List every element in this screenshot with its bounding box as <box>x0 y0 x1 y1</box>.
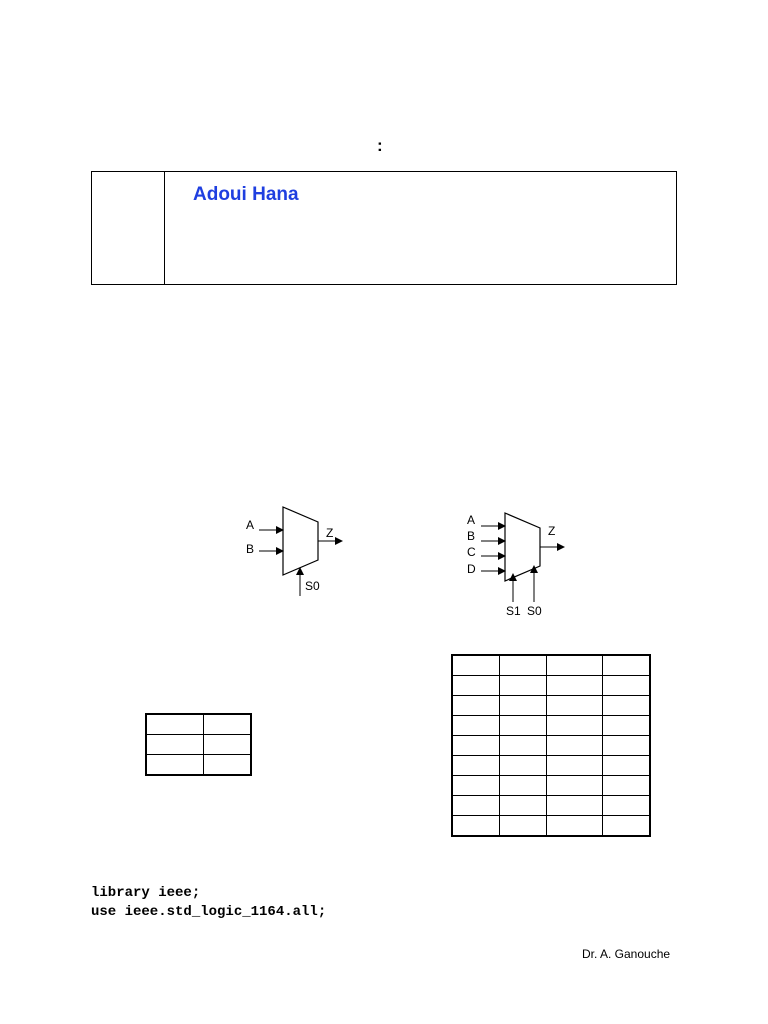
mux2-output: Z <box>326 526 334 540</box>
vhdl-code-block <box>91 884 326 922</box>
mux2-input-a: A <box>246 518 255 532</box>
truth-table-small <box>145 713 252 776</box>
mux4-input-d: D <box>467 562 476 576</box>
truth-table-large <box>451 654 651 837</box>
mux4-select-s1: S1 <box>506 604 521 618</box>
code-line-2: use ieee.std_logic_1164.all; <box>91 904 327 920</box>
code-line-1: library ieee; <box>91 885 201 901</box>
mux4-input-b: B <box>467 529 476 543</box>
mux4-input-a: A <box>467 513 476 527</box>
student-name: Adoui Hana <box>193 184 299 205</box>
mux4-input-c: C <box>467 545 476 559</box>
mux4-select-s0: S0 <box>527 604 542 618</box>
mux4-body <box>505 513 540 581</box>
mux4-diagram <box>467 513 564 618</box>
mux2-body <box>283 507 318 575</box>
mux4-output: Z <box>548 524 556 538</box>
mux2-input-b: B <box>246 542 255 556</box>
heading-colon: : <box>377 136 383 155</box>
mux2-diagram <box>246 507 342 596</box>
mux2-select-s0: S0 <box>305 579 320 593</box>
author-footer: Dr. A. Ganouche <box>582 947 671 961</box>
